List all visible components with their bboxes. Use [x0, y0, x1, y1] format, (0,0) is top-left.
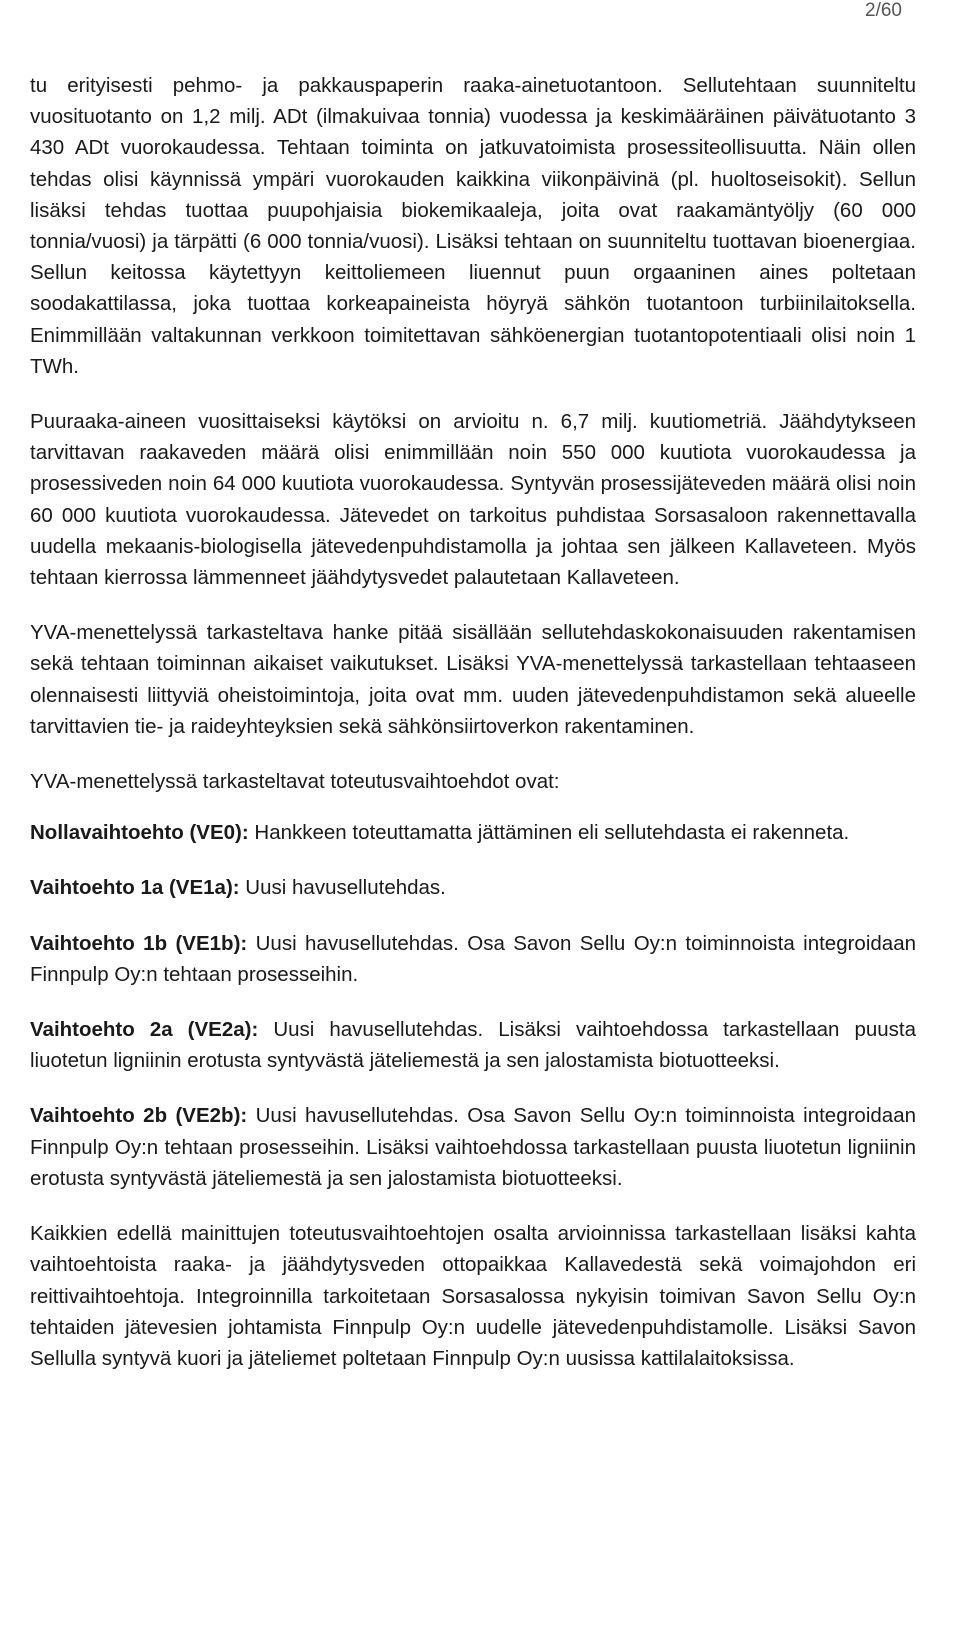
option-label: Vaihtoehto 1b (VE1b):: [30, 931, 248, 955]
option-text: Uusi havusellutehdas. Osa Savon Sellu Oy:n toiminnoista integroidaan Finnpulp Oy:n tehtaan prosesseihin.: [30, 931, 916, 986]
paragraph-options-intro: YVA-menettelyssä tarkasteltavat toteutusvaihtoehdot ovat:: [30, 770, 560, 794]
document-body: [30, 70, 916, 1398]
option-ve1b: [30, 928, 916, 990]
option-label: Vaihtoehto 1a (VE1a):: [30, 876, 240, 900]
option-label: Nollavaihtoehto (VE0):: [30, 821, 249, 845]
option-ve2b: [30, 1100, 916, 1194]
page-number: 2/60: [865, 0, 902, 21]
paragraph-closing: Kaikkien edellä mainittujen toteutusvaihtoehtojen osalta arvioinnissa tarkastellaan lisäksi kahta vaihtoehtoista raaka- ja jäähdytysveden ottopaikkaa Kallavedestä sekä voimajohdon eri reittivaihtoehtoja. Integroinnilla tarkoitetaan Sorsasalossa nykyisin toimivan Savon Sellu Oy:n tehtaiden jätevesien johtamista Finnpulp Oy:n uudelle jätevedenpuhdistamolle. Lisäksi Savon Sellulla syntyvä kuori ja jäteliemet poltetaan Finnpulp Oy:n uusissa kattilalaitoksissa.: [30, 1222, 916, 1370]
option-text: Uusi havusellutehdas.: [239, 876, 446, 900]
paragraph-yva-scope: YVA-menettelyssä tarkasteltava hanke pitää sisällään sellutehdaskokonaisuuden rakentamisen sekä tehtaan toiminnan aikaiset vaikutukset. Lisäksi YVA-menettelyssä tarkastellaan tehtaaseen olennaisesti liittyviä oheistoimintoja, joita ovat mm. uuden jätevedenpuhdistamon sekä alueelle tarvittavien tie- ja raideyhteyksien sekä sähkönsiirtoverkon rakentaminen.: [30, 621, 916, 738]
option-label: Vaihtoehto 2a (VE2a):: [30, 1018, 259, 1042]
option-text: Hankkeen toteuttamatta jättäminen eli sellutehdasta ei rakenneta.: [248, 821, 850, 845]
option-text: Uusi havusellutehdas. Lisäksi vaihtoehdossa tarkastellaan puusta liuotetun ligniinin erotusta syntyvästä jäteliemestä ja sen jalostamista biotuotteeksi.: [30, 1018, 916, 1073]
option-text: Uusi havusellutehdas. Osa Savon Sellu Oy:n toiminnoista integroidaan Finnpulp Oy:n tehtaan prosesseihin. Lisäksi vaihtoehdossa tarkastellaan puusta liuotetun ligniinin erotusta syntyvästä jäteliemestä ja sen jalostamista biotuotteeksi.: [30, 1104, 916, 1190]
option-ve2a: [30, 1014, 916, 1076]
paragraph-raw-material: Puuraaka-aineen vuosittaiseksi käytöksi on arvioitu n. 6,7 milj. kuutiometriä. Jäähdytykseen tarvittavan raakaveden määrä olisi enimmillään noin 550 000 kuutiota vuorokaudessa ja prosessiveden noin 64 000 kuutiota vuorokaudessa. Syntyvän prosessijäteveden määrä olisi noin 60 000 kuutiota vuorokaudessa. Jätevedet on tarkoitus puhdistaa Sorsasaloon rakennettavalla uudella mekaanis-biologisella jätevedenpuhdistamolla ja johtaa sen jälkeen Kallaveteen. Myös tehtaan kierrossa lämmenneet jäähdytysvedet palautetaan Kallaveteen.: [30, 410, 916, 590]
option-ve0: [30, 817, 916, 848]
option-label: Vaihtoehto 2b (VE2b):: [30, 1104, 248, 1128]
option-ve1a: [30, 872, 916, 903]
paragraph-production: tu erityisesti pehmo- ja pakkauspaperin raaka-ainetuotantoon. Sellutehtaan suunniteltu vuosituotanto on 1,2 milj. ADt (ilmakuivaa tonnia) vuodessa ja keskimääräinen päivätuotanto 3 430 ADt vuorokaudessa. Tehtaan toiminta on jatkuvatoimista prosessiteollisuutta. Näin ollen tehdas olisi käynnissä ympäri vuorokauden kaikkina viikonpäivinä (pl. huoltoseisokit). Sellun lisäksi tehdas tuottaa puupohjaisia biokemikaaleja, joita ovat raakamäntyöljy (60 000 tonnia/vuosi) ja tärpätti (6 000 tonnia/vuosi). Lisäksi tehtaan on suunniteltu tuottavan bioenergiaa. Sellun keitossa käytettyyn keittoliemeen liuennut puun orgaaninen aines poltetaan soodakattilassa, joka tuottaa korkeapaineista höyryä sähkön tuotantoon turbiinilaitoksella. Enimmillään valtakunnan verkkoon toimitettavan sähköenergian tuotantopotentiaali olisi noin 1 TWh.: [30, 74, 916, 378]
